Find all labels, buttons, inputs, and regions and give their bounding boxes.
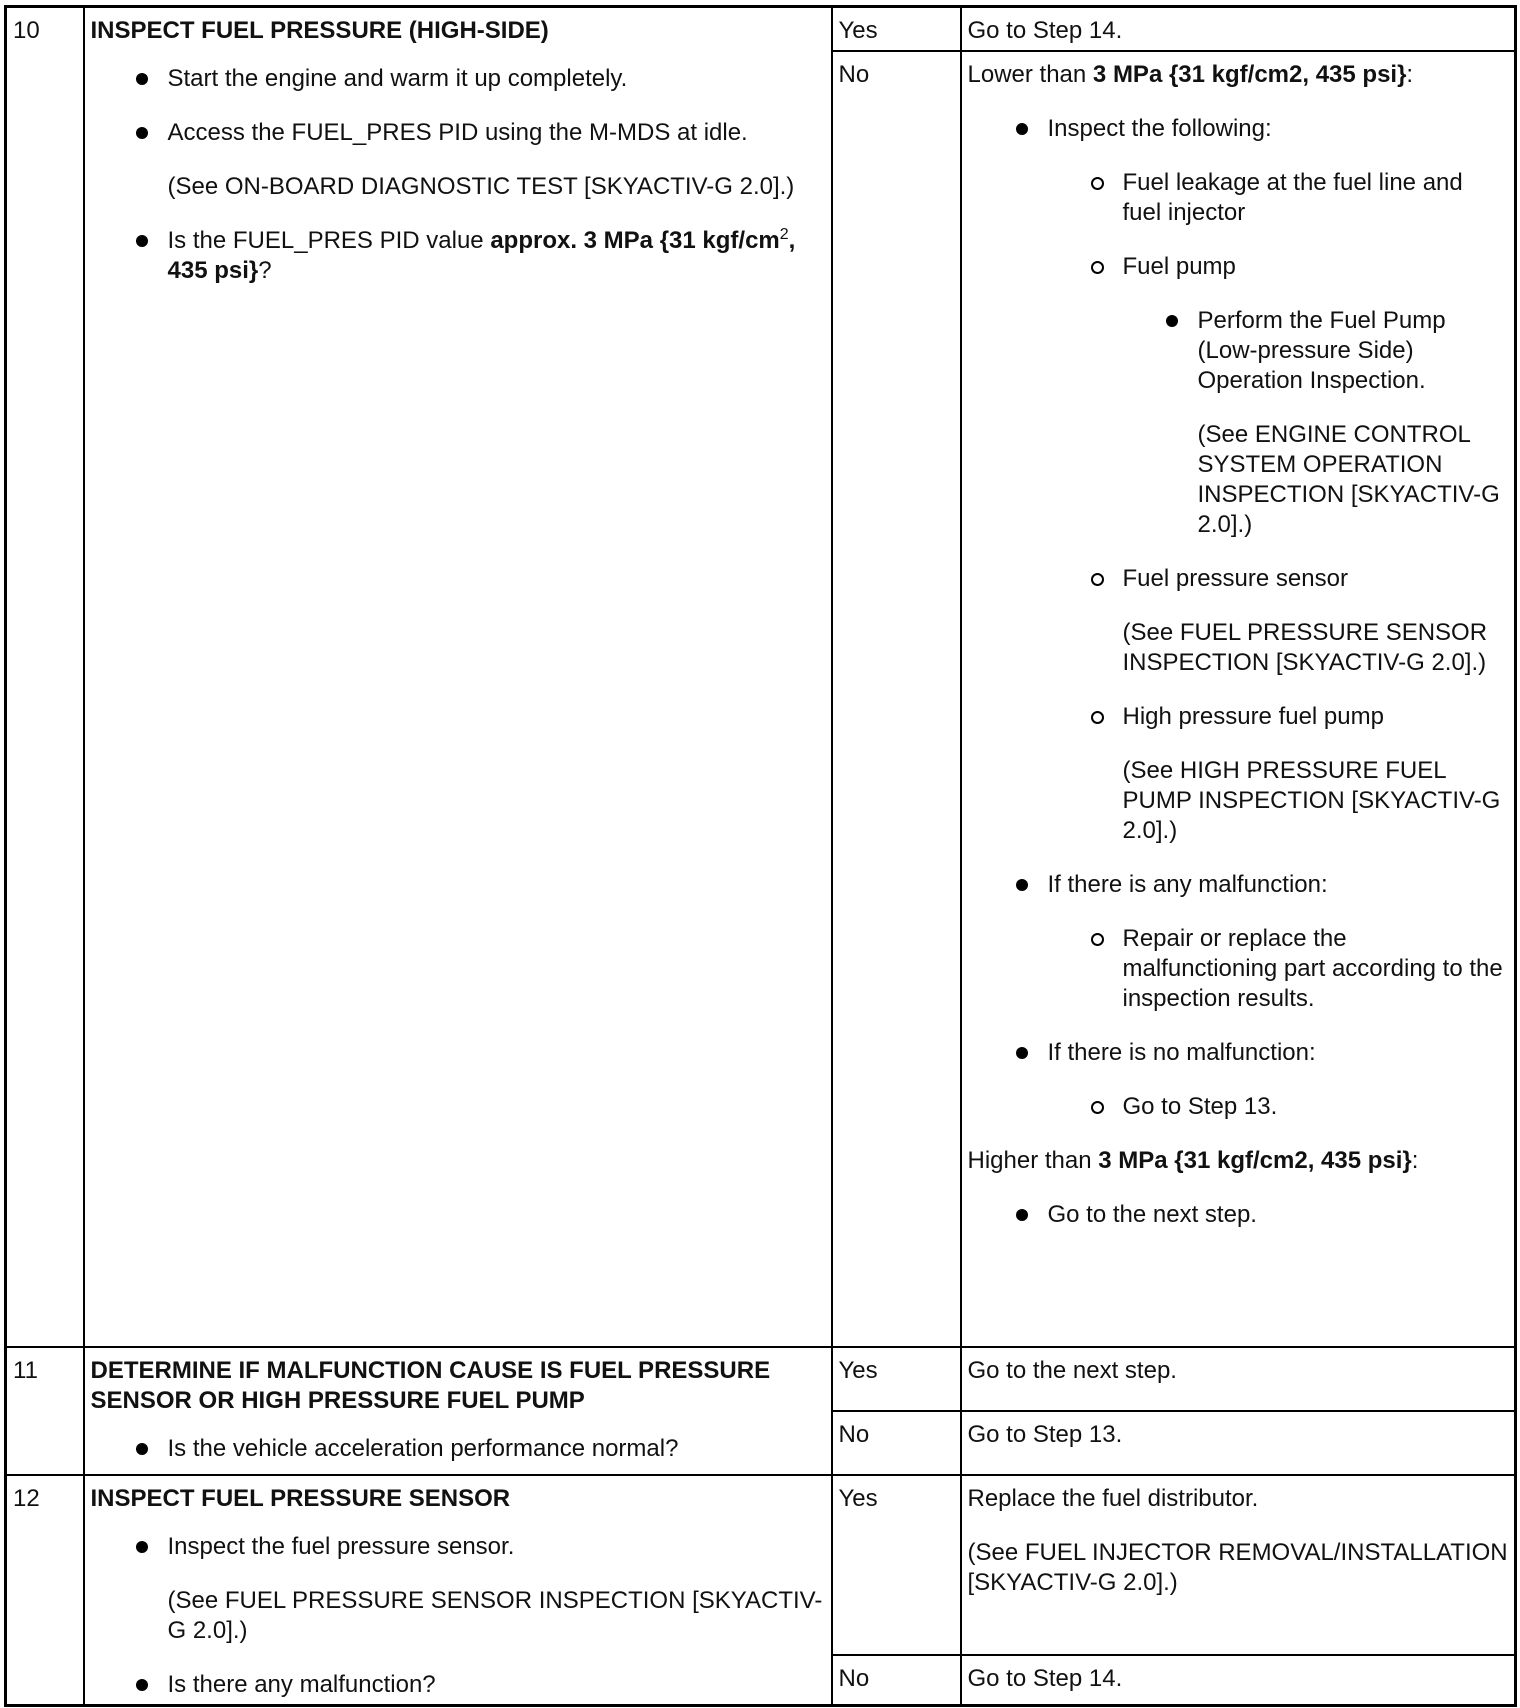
no-result: Go to Step 14. <box>961 1655 1516 1706</box>
diagnostic-table <box>4 5 1517 1707</box>
no-label: No <box>832 1655 961 1706</box>
reference-note: (See FUEL PRESSURE SENSOR INSPECTION [SKYACTIV-G 2.0].) <box>167 1587 823 1644</box>
reference-note: (See ON-BOARD DIAGNOSTIC TEST [SKYACTIV-G 2.0].) <box>167 173 795 200</box>
higher-actions <box>1048 1200 1509 1230</box>
yes-result: Go to Step 14. <box>961 7 1516 52</box>
no-label: No <box>832 1411 961 1475</box>
step-number: 11 <box>6 1347 84 1475</box>
no-malfunction-item: If there is no malfunction: Go to Step 13. <box>1048 1038 1509 1122</box>
lower-than-condition: Lower than 3 MPa {31 kgf/cm2, 435 psi}: <box>967 61 1414 88</box>
malfunction-item: If there is any malfunction: Repair or replace the malfunctioning part according to the inspection results. <box>1048 870 1509 1014</box>
malfunction-sublist <box>1123 924 1509 1014</box>
lower-actions <box>1048 114 1509 1122</box>
step-number: 10 <box>6 7 84 1348</box>
inspect-subitem: Fuel pump Perform the Fuel Pump (Low-pressure Side) Operation Inspection. (See ENGINE CONTROL SYSTEM OPERATION INSPECTION [SKYACTIV-G 2.0].) <box>1123 252 1509 540</box>
inspect-subitem: Fuel leakage at the fuel line and fuel injector <box>1123 168 1509 228</box>
question-item: Is the FUEL_PRES PID value approx. 3 MPa {31 kgf/$cm^2$, 435 psi}? <box>168 226 825 286</box>
step-10-yes-row <box>6 7 1516 52</box>
question-item: Is there any malfunction? <box>168 1670 825 1700</box>
action-list <box>168 1434 825 1464</box>
step-title: DETERMINE IF MALFUNCTION CAUSE IS FUEL PRESSURE SENSOR OR HIGH PRESSURE FUEL PUMP <box>90 1357 771 1414</box>
question-item: Is the vehicle acceleration performance normal? <box>168 1434 825 1464</box>
no-label: No <box>832 51 961 1347</box>
yes-label: Yes <box>832 1347 961 1411</box>
yes-label: Yes <box>832 1475 961 1655</box>
action-item: Access the FUEL_PRES PID using the M-MDS at idle. (See ON-BOARD DIAGNOSTIC TEST [SKYACTIV-G 2.0].) <box>168 118 825 202</box>
step-action-cell <box>84 1347 832 1475</box>
action-item: Start the engine and warm it up completely. <box>168 64 825 94</box>
inspect-subitem: High pressure fuel pump (See HIGH PRESSURE FUEL PUMP INSPECTION [SKYACTIV-G 2.0].) <box>1123 702 1509 846</box>
step-action-cell <box>84 7 832 1348</box>
step-12-yes-row <box>6 1475 1516 1655</box>
fuel-pump-sublist <box>1198 306 1509 540</box>
higher-action: Go to the next step. <box>1048 1200 1509 1230</box>
reference-note: (See FUEL INJECTOR REMOVAL/INSTALLATION [SKYACTIV-G 2.0].) <box>967 1539 1508 1596</box>
step-11-yes-row <box>6 1347 1516 1411</box>
yes-result: Replace the fuel distributor. (See FUEL INJECTOR REMOVAL/INSTALLATION [SKYACTIV-G 2.0].) <box>961 1475 1516 1655</box>
action-list <box>168 64 825 286</box>
no-malfunction-sublist <box>1123 1092 1509 1122</box>
reference-note: (See HIGH PRESSURE FUEL PUMP INSPECTION [SKYACTIV-G 2.0].) <box>1122 757 1501 844</box>
fuel-pump-step: Perform the Fuel Pump (Low-pressure Side) Operation Inspection. (See ENGINE CONTROL SYSTEM OPERATION INSPECTION [SKYACTIV-G 2.0].) <box>1198 306 1509 540</box>
inspect-item: Inspect the following: Fuel leakage at the fuel line and fuel injector Fuel pump Perform the Fuel Pump (Low-pressure Side) Operation Inspection. (See ENGINE CONTROL SYSTEM OPERATION INSPECTION [SKYACTIV-G 2.0].) Fuel pressure sensor (See FUEL PRESSURE SENSOR INSPECTION [SKYACTIV-G 2.0].) High pressure fuel pump (See HIGH PRESSURE FUEL PUMP INSPECTION [SKYACTIV-G 2.0].) <box>1048 114 1509 846</box>
step-action-cell <box>84 1475 832 1706</box>
step-number: 12 <box>6 1475 84 1706</box>
reference-note: (See ENGINE CONTROL SYSTEM OPERATION INSPECTION [SKYACTIV-G 2.0].) <box>1197 421 1500 538</box>
no-result: Go to Step 13. <box>961 1411 1516 1475</box>
malfunction-action: Repair or replace the malfunctioning part according to the inspection results. <box>1123 924 1509 1014</box>
reference-note: (See FUEL PRESSURE SENSOR INSPECTION [SKYACTIV-G 2.0].) <box>1122 619 1488 676</box>
no-result <box>961 51 1516 1347</box>
inspect-sublist <box>1123 168 1509 846</box>
step-title: INSPECT FUEL PRESSURE (HIGH-SIDE) <box>90 17 549 44</box>
no-malfunction-action: Go to Step 13. <box>1123 1092 1509 1122</box>
inspect-subitem: Fuel pressure sensor (See FUEL PRESSURE SENSOR INSPECTION [SKYACTIV-G 2.0].) <box>1123 564 1509 678</box>
action-list <box>168 1532 825 1700</box>
yes-label: Yes <box>832 7 961 52</box>
step-title: INSPECT FUEL PRESSURE SENSOR <box>90 1485 511 1512</box>
higher-than-condition: Higher than 3 MPa {31 kgf/cm2, 435 psi}: <box>967 1147 1419 1174</box>
yes-result: Go to the next step. <box>961 1347 1516 1411</box>
action-item: Inspect the fuel pressure sensor. (See FUEL PRESSURE SENSOR INSPECTION [SKYACTIV-G 2.0].) <box>168 1532 825 1646</box>
